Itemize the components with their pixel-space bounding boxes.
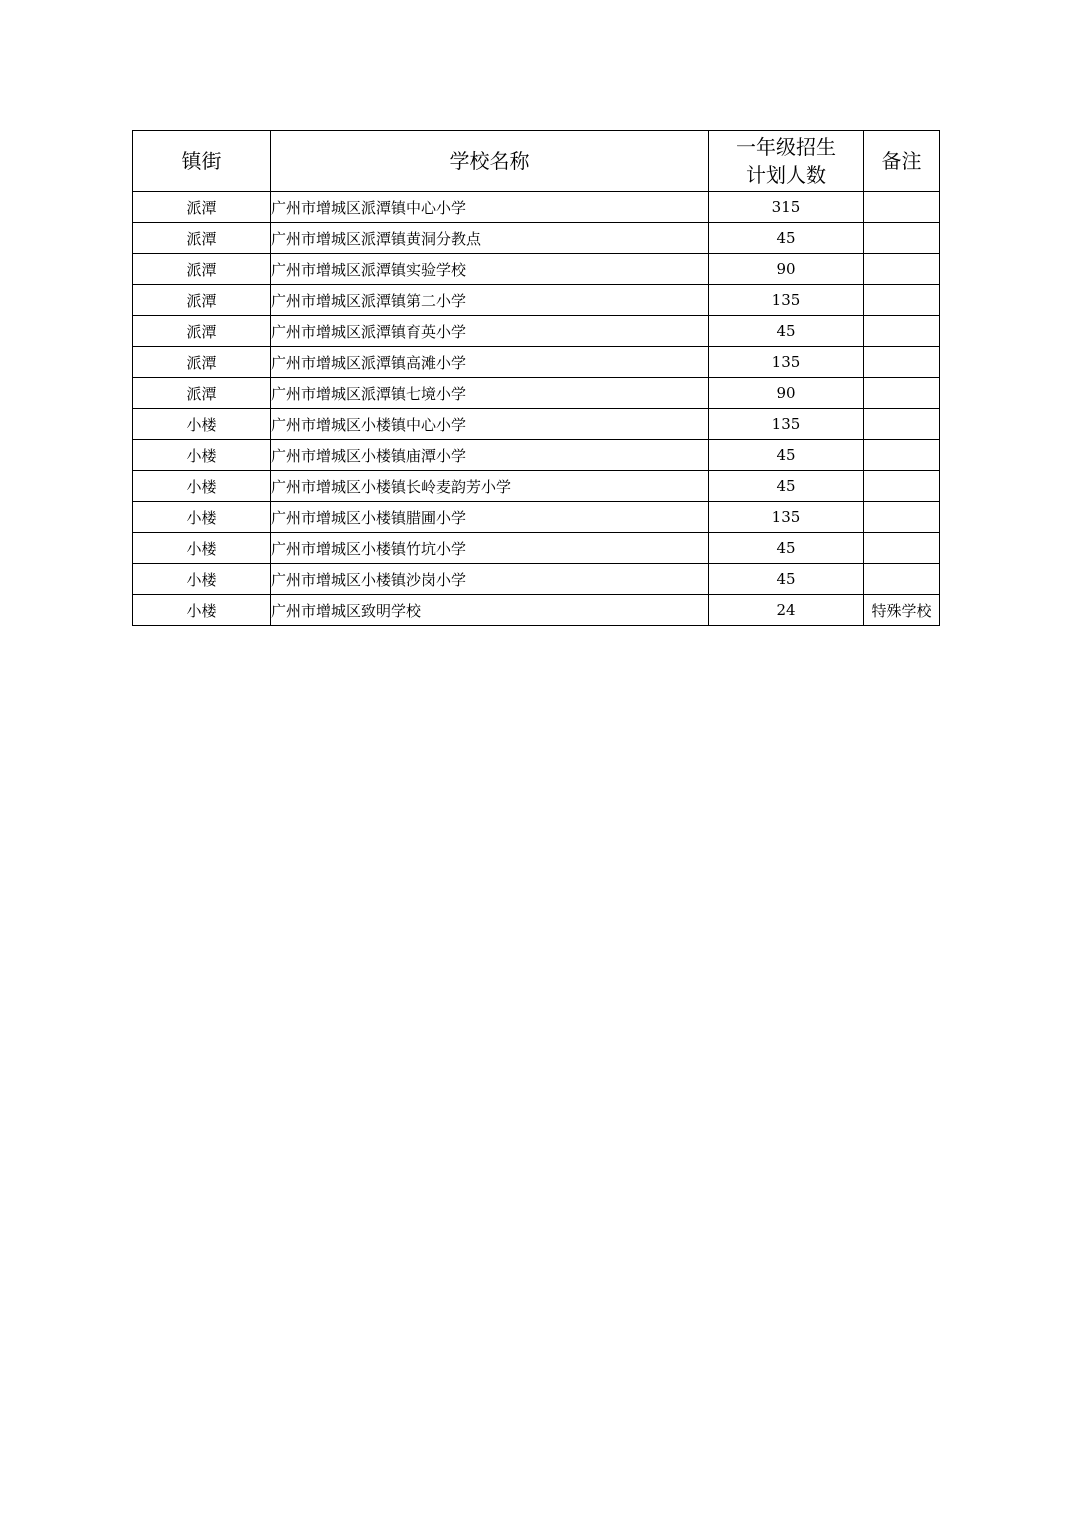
cell-enrollment-count: 315 bbox=[709, 192, 864, 223]
cell-note bbox=[864, 471, 940, 502]
header-note: 备注 bbox=[864, 131, 940, 192]
cell-note: 特殊学校 bbox=[864, 595, 940, 626]
cell-school-name: 广州市增城区派潭镇高滩小学 bbox=[271, 347, 709, 378]
cell-enrollment-count: 24 bbox=[709, 595, 864, 626]
cell-enrollment-count: 135 bbox=[709, 409, 864, 440]
header-enrollment-count bbox=[709, 131, 864, 192]
cell-school-name: 广州市增城区小楼镇长岭麦韵芳小学 bbox=[271, 471, 709, 502]
cell-enrollment-count: 45 bbox=[709, 223, 864, 254]
cell-town: 小楼 bbox=[133, 502, 271, 533]
cell-school-name: 广州市增城区小楼镇庙潭小学 bbox=[271, 440, 709, 471]
cell-note bbox=[864, 502, 940, 533]
cell-town: 小楼 bbox=[133, 533, 271, 564]
cell-note bbox=[864, 409, 940, 440]
cell-town: 派潭 bbox=[133, 254, 271, 285]
cell-note bbox=[864, 533, 940, 564]
cell-school-name: 广州市增城区派潭镇中心小学 bbox=[271, 192, 709, 223]
cell-enrollment-count: 135 bbox=[709, 285, 864, 316]
cell-town: 派潭 bbox=[133, 192, 271, 223]
cell-town: 小楼 bbox=[133, 409, 271, 440]
table-row bbox=[133, 223, 940, 254]
table-row bbox=[133, 471, 940, 502]
cell-town: 小楼 bbox=[133, 564, 271, 595]
cell-town: 派潭 bbox=[133, 285, 271, 316]
cell-town: 派潭 bbox=[133, 223, 271, 254]
table-row bbox=[133, 533, 940, 564]
table-row bbox=[133, 595, 940, 626]
cell-note bbox=[864, 347, 940, 378]
cell-enrollment-count: 45 bbox=[709, 316, 864, 347]
table-row bbox=[133, 347, 940, 378]
cell-note bbox=[864, 564, 940, 595]
cell-enrollment-count: 90 bbox=[709, 378, 864, 409]
table-row bbox=[133, 409, 940, 440]
table-row bbox=[133, 316, 940, 347]
cell-town: 派潭 bbox=[133, 316, 271, 347]
cell-enrollment-count: 135 bbox=[709, 502, 864, 533]
cell-enrollment-count: 45 bbox=[709, 533, 864, 564]
cell-school-name: 广州市增城区派潭镇黄洞分教点 bbox=[271, 223, 709, 254]
header-enrollment-count-line1: 一年级招生 bbox=[736, 135, 836, 159]
cell-enrollment-count: 90 bbox=[709, 254, 864, 285]
cell-town: 小楼 bbox=[133, 595, 271, 626]
cell-school-name: 广州市增城区小楼镇腊圃小学 bbox=[271, 502, 709, 533]
cell-town: 小楼 bbox=[133, 440, 271, 471]
header-enrollment-count-line2: 计划人数 bbox=[746, 163, 826, 187]
cell-enrollment-count: 45 bbox=[709, 440, 864, 471]
table-row bbox=[133, 254, 940, 285]
cell-school-name: 广州市增城区小楼镇沙岗小学 bbox=[271, 564, 709, 595]
table-row bbox=[133, 378, 940, 409]
header-town: 镇街 bbox=[133, 131, 271, 192]
cell-school-name: 广州市增城区派潭镇七境小学 bbox=[271, 378, 709, 409]
cell-enrollment-count: 45 bbox=[709, 564, 864, 595]
cell-note bbox=[864, 440, 940, 471]
cell-school-name: 广州市增城区小楼镇中心小学 bbox=[271, 409, 709, 440]
table-header-row bbox=[133, 131, 940, 192]
cell-note bbox=[864, 285, 940, 316]
cell-school-name: 广州市增城区派潭镇实验学校 bbox=[271, 254, 709, 285]
table-row bbox=[133, 192, 940, 223]
cell-note bbox=[864, 378, 940, 409]
cell-town: 派潭 bbox=[133, 347, 271, 378]
cell-school-name: 广州市增城区小楼镇竹坑小学 bbox=[271, 533, 709, 564]
cell-town: 派潭 bbox=[133, 378, 271, 409]
table-row bbox=[133, 440, 940, 471]
cell-town: 小楼 bbox=[133, 471, 271, 502]
cell-note bbox=[864, 316, 940, 347]
cell-school-name: 广州市增城区致明学校 bbox=[271, 595, 709, 626]
cell-enrollment-count: 135 bbox=[709, 347, 864, 378]
cell-school-name: 广州市增城区派潭镇第二小学 bbox=[271, 285, 709, 316]
table-row bbox=[133, 564, 940, 595]
enrollment-plan-table bbox=[132, 130, 940, 626]
cell-school-name: 广州市增城区派潭镇育英小学 bbox=[271, 316, 709, 347]
cell-note bbox=[864, 192, 940, 223]
cell-note bbox=[864, 223, 940, 254]
cell-note bbox=[864, 254, 940, 285]
header-school-name: 学校名称 bbox=[271, 131, 709, 192]
table-row bbox=[133, 285, 940, 316]
cell-enrollment-count: 45 bbox=[709, 471, 864, 502]
table-row bbox=[133, 502, 940, 533]
